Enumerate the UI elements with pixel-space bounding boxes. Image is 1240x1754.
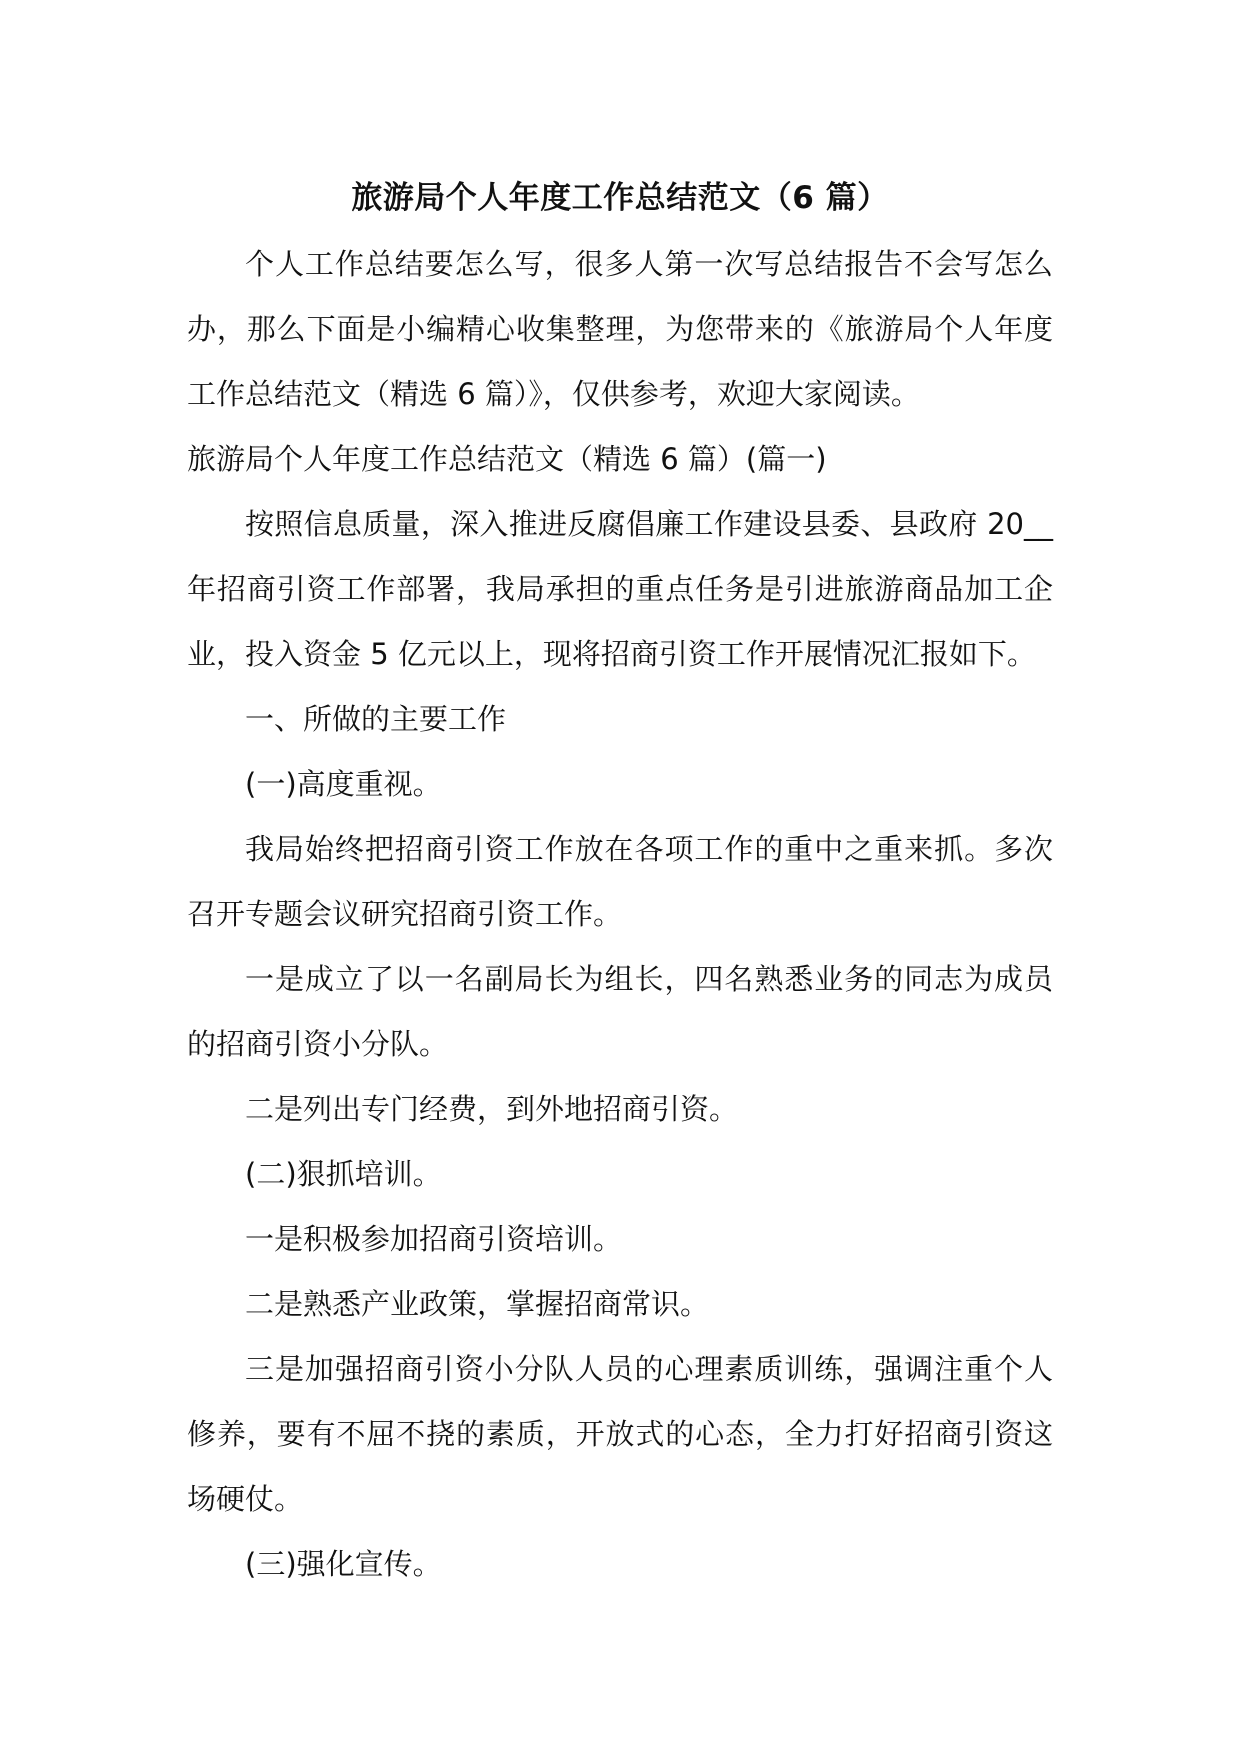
- document-body: [187, 170, 1053, 1597]
- paragraph-team: 一是成立了以一名副局长为组长，四名熟悉业务的同志为成员的招商引资小分队。: [187, 962, 1053, 1061]
- paragraph-work-report: 按照信息质量，深入推进反腐倡廉工作建设县委、县政府 20__年招商引资工作部署，我局承担的重点任务是引进旅游商品加工企业，投入资金 5 亿元以上，现将招商引资工作开展情况汇报如下。: [187, 507, 1053, 671]
- section-title: 旅游局个人年度工作总结范文（精选 6 篇）(篇一): [187, 442, 827, 476]
- document-title: 旅游局个人年度工作总结范文（6 篇）: [351, 180, 889, 216]
- intro-paragraph: 个人工作总结要怎么写，很多人第一次写总结报告不会写怎么办，那么下面是小编精心收集整理，为您带来的《旅游局个人年度工作总结范文（精选 6 篇）》，仅供参考，欢迎大家阅读。: [187, 247, 1053, 411]
- paragraph-priority: 我局始终把招商引资工作放在各项工作的重中之重来抓。多次召开专题会议研究招商引资工作。: [187, 832, 1053, 931]
- paragraph-funding: 二是列出专门经费，到外地招商引资。: [245, 1092, 739, 1126]
- paragraph-training-2: 二是熟悉产业政策，掌握招商常识。: [245, 1287, 710, 1321]
- heading-main-work: 一、所做的主要工作: [245, 702, 507, 736]
- heading-attention: (一)高度重视。: [245, 767, 442, 801]
- heading-publicity: (三)强化宣传。: [245, 1547, 442, 1581]
- heading-training: (二)狠抓培训。: [245, 1157, 442, 1191]
- paragraph-training-3: 三是加强招商引资小分队人员的心理素质训练，强调注重个人修养，要有不屈不挠的素质，开放式的心态，全力打好招商引资这场硬仗。: [187, 1352, 1053, 1516]
- paragraph-training-1: 一是积极参加招商引资培训。: [245, 1222, 623, 1256]
